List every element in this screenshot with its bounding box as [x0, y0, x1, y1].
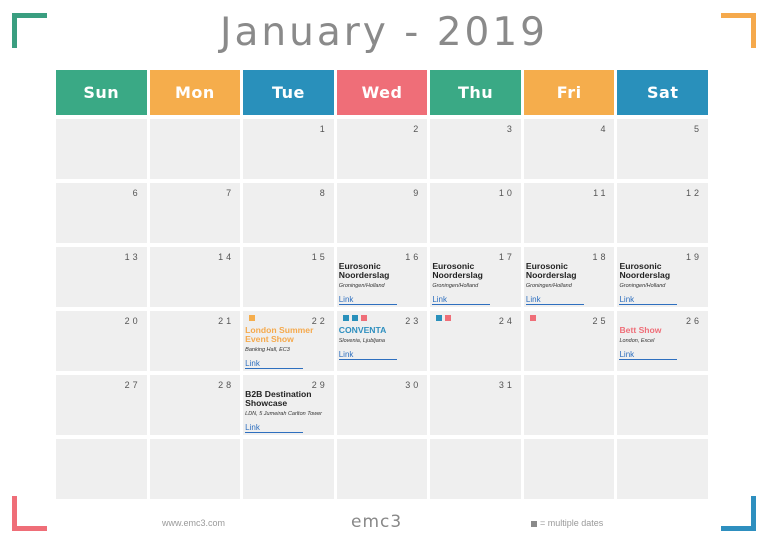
- day-cell-12[interactable]: [617, 183, 708, 243]
- day-cell-4[interactable]: [524, 119, 615, 179]
- multiple-dates-marker-icon: [445, 315, 451, 321]
- day-cell-30[interactable]: [337, 375, 428, 435]
- multiple-dates-marker-icon: [361, 315, 367, 321]
- day-cell-10[interactable]: [430, 183, 521, 243]
- empty-day-cell: [56, 439, 147, 499]
- calendar-grid: [56, 70, 708, 499]
- day-number: 7: [226, 188, 235, 198]
- event-title: Eurosonic Noorderslag: [432, 261, 483, 280]
- day-cell-29[interactable]: [243, 375, 334, 435]
- day-number: 11: [593, 188, 609, 198]
- legend-square-icon: [531, 521, 537, 527]
- empty-day-cell: [430, 439, 521, 499]
- day-number: 27: [124, 380, 141, 390]
- weekday-header-thu: Thu: [430, 70, 521, 115]
- emc3-logo: emc3: [351, 512, 403, 532]
- day-cell-27[interactable]: [56, 375, 147, 435]
- empty-day-cell: [617, 375, 708, 435]
- day-cell-31[interactable]: [430, 375, 521, 435]
- event-link[interactable]: Link: [339, 350, 397, 360]
- day-number: 19: [686, 252, 703, 262]
- day-number: 6: [132, 188, 141, 198]
- day-cell-9[interactable]: [337, 183, 428, 243]
- day-number: 31: [498, 380, 515, 390]
- day-cell-24[interactable]: [430, 311, 521, 371]
- day-cell-3[interactable]: [430, 119, 521, 179]
- day-number: 17: [498, 252, 515, 262]
- page-title: January - 2019: [220, 10, 548, 55]
- empty-day-cell: [524, 375, 615, 435]
- event-link[interactable]: Link: [619, 295, 677, 305]
- day-number: 10: [498, 188, 515, 198]
- weekday-header-row: [56, 70, 708, 115]
- multiple-dates-markers: [249, 315, 255, 321]
- weekday-header-sun: Sun: [56, 70, 147, 115]
- multiple-dates-marker-icon: [530, 315, 536, 321]
- day-number: 21: [218, 316, 235, 326]
- empty-day-cell: [524, 439, 615, 499]
- day-number: 22: [311, 316, 328, 326]
- event-location: Groningen/Holland: [619, 283, 666, 289]
- day-cell-13[interactable]: [56, 247, 147, 307]
- event-title: Eurosonic Noorderslag: [525, 261, 577, 280]
- multiple-dates-marker-icon: [352, 315, 358, 321]
- day-cell-1[interactable]: [243, 119, 334, 179]
- day-number: 16: [405, 252, 422, 262]
- day-number: 14: [218, 252, 235, 262]
- week-row: [56, 119, 708, 179]
- weekday-header-mon: Mon: [150, 70, 241, 115]
- day-cell-5[interactable]: [617, 119, 708, 179]
- footer-website[interactable]: www.emc3.com: [162, 518, 226, 528]
- day-cell-6[interactable]: [56, 183, 147, 243]
- event-location: LDN, 5 Jumeirah Carlton Tower: [245, 411, 322, 417]
- multiple-dates-marker-icon: [249, 315, 255, 321]
- day-number: 12: [686, 188, 703, 198]
- day-cell-22[interactable]: [243, 311, 334, 371]
- empty-day-cell: [150, 119, 241, 179]
- day-cell-16[interactable]: [337, 247, 428, 307]
- event-link[interactable]: Link: [245, 359, 303, 369]
- event-link[interactable]: Link: [619, 350, 677, 360]
- empty-day-cell: [56, 119, 147, 179]
- day-number: 3: [506, 124, 515, 134]
- event-link[interactable]: Link: [432, 295, 490, 305]
- event-link[interactable]: Link: [526, 295, 584, 305]
- event-entry: [339, 262, 422, 307]
- day-cell-8[interactable]: [243, 183, 334, 243]
- day-cell-11[interactable]: [524, 183, 615, 243]
- empty-day-cell: [337, 439, 428, 499]
- corner-bracket-bottom-left: [12, 496, 47, 531]
- event-entry: [526, 262, 609, 307]
- day-number: 23: [405, 316, 422, 326]
- multiple-dates-marker-icon: [436, 315, 442, 321]
- day-cell-21[interactable]: [150, 311, 241, 371]
- multiple-dates-markers: [436, 315, 451, 321]
- day-number: 29: [311, 380, 328, 390]
- corner-bracket-bottom-right: [721, 496, 756, 531]
- week-row: [56, 375, 708, 435]
- weekday-header-fri: Fri: [524, 70, 615, 115]
- event-entry: [245, 326, 328, 371]
- weekday-header-tue: Tue: [243, 70, 334, 115]
- day-number: 28: [218, 380, 235, 390]
- event-entry: [432, 262, 515, 307]
- event-title: CONVENTA: [338, 325, 387, 335]
- legend-label: = multiple dates: [540, 518, 604, 528]
- day-cell-25[interactable]: [524, 311, 615, 371]
- day-cell-15[interactable]: [243, 247, 334, 307]
- day-number: 13: [124, 252, 141, 262]
- empty-day-cell: [150, 439, 241, 499]
- event-location: Slovenia, Ljubljana: [338, 338, 385, 344]
- event-entry: [339, 326, 422, 362]
- event-location: Groningen/Holland: [525, 283, 572, 289]
- day-number: 9: [413, 188, 422, 198]
- day-cell-23[interactable]: [337, 311, 428, 371]
- day-cell-26[interactable]: [617, 311, 708, 371]
- weekday-header-wed: Wed: [337, 70, 428, 115]
- day-number: 4: [600, 124, 609, 134]
- multiple-dates-markers: [530, 315, 536, 321]
- day-cell-28[interactable]: [150, 375, 241, 435]
- week-row: [56, 439, 708, 499]
- day-cell-19[interactable]: [617, 247, 708, 307]
- event-entry: [245, 390, 328, 435]
- multiple-dates-markers: [343, 315, 367, 321]
- day-cell-14[interactable]: [150, 247, 241, 307]
- event-location: London, Excel: [619, 338, 655, 344]
- event-title: Eurosonic Noorderslag: [338, 261, 390, 280]
- event-location: Groningen/Holland: [432, 283, 479, 289]
- day-number: 8: [319, 188, 328, 198]
- week-row: [56, 183, 708, 243]
- empty-day-cell: [617, 439, 708, 499]
- event-title: Eurosonic Noorderslag: [619, 261, 671, 280]
- day-number: 20: [124, 316, 141, 326]
- event-link[interactable]: Link: [245, 423, 303, 433]
- event-title: London Summer Event Show: [245, 325, 314, 344]
- multiple-dates-marker-icon: [343, 315, 349, 321]
- week-row: [56, 247, 708, 307]
- day-number: 30: [405, 380, 422, 390]
- event-entry: [619, 326, 702, 362]
- week-row: [56, 311, 708, 371]
- day-cell-2[interactable]: [337, 119, 428, 179]
- day-cell-17[interactable]: [430, 247, 521, 307]
- day-cell-18[interactable]: [524, 247, 615, 307]
- event-title: B2B Destination Showcase: [245, 389, 312, 408]
- multiple-dates-legend: [531, 518, 603, 528]
- event-link[interactable]: Link: [339, 295, 397, 305]
- empty-day-cell: [243, 439, 334, 499]
- day-number: 25: [592, 316, 609, 326]
- event-location: Groningen/Holland: [338, 283, 385, 289]
- day-number: 18: [592, 252, 609, 262]
- day-number: 24: [498, 316, 515, 326]
- day-number: 26: [686, 316, 703, 326]
- event-entry: [619, 262, 702, 307]
- event-title: Bett Show: [619, 325, 662, 335]
- weekday-header-sat: Sat: [617, 70, 708, 115]
- event-location: Banking Hall, EC3: [245, 347, 290, 353]
- day-cell-7[interactable]: [150, 183, 241, 243]
- day-cell-20[interactable]: [56, 311, 147, 371]
- day-number: 1: [319, 124, 328, 134]
- day-number: 2: [413, 124, 422, 134]
- day-number: 5: [694, 124, 703, 134]
- day-number: 15: [311, 252, 328, 262]
